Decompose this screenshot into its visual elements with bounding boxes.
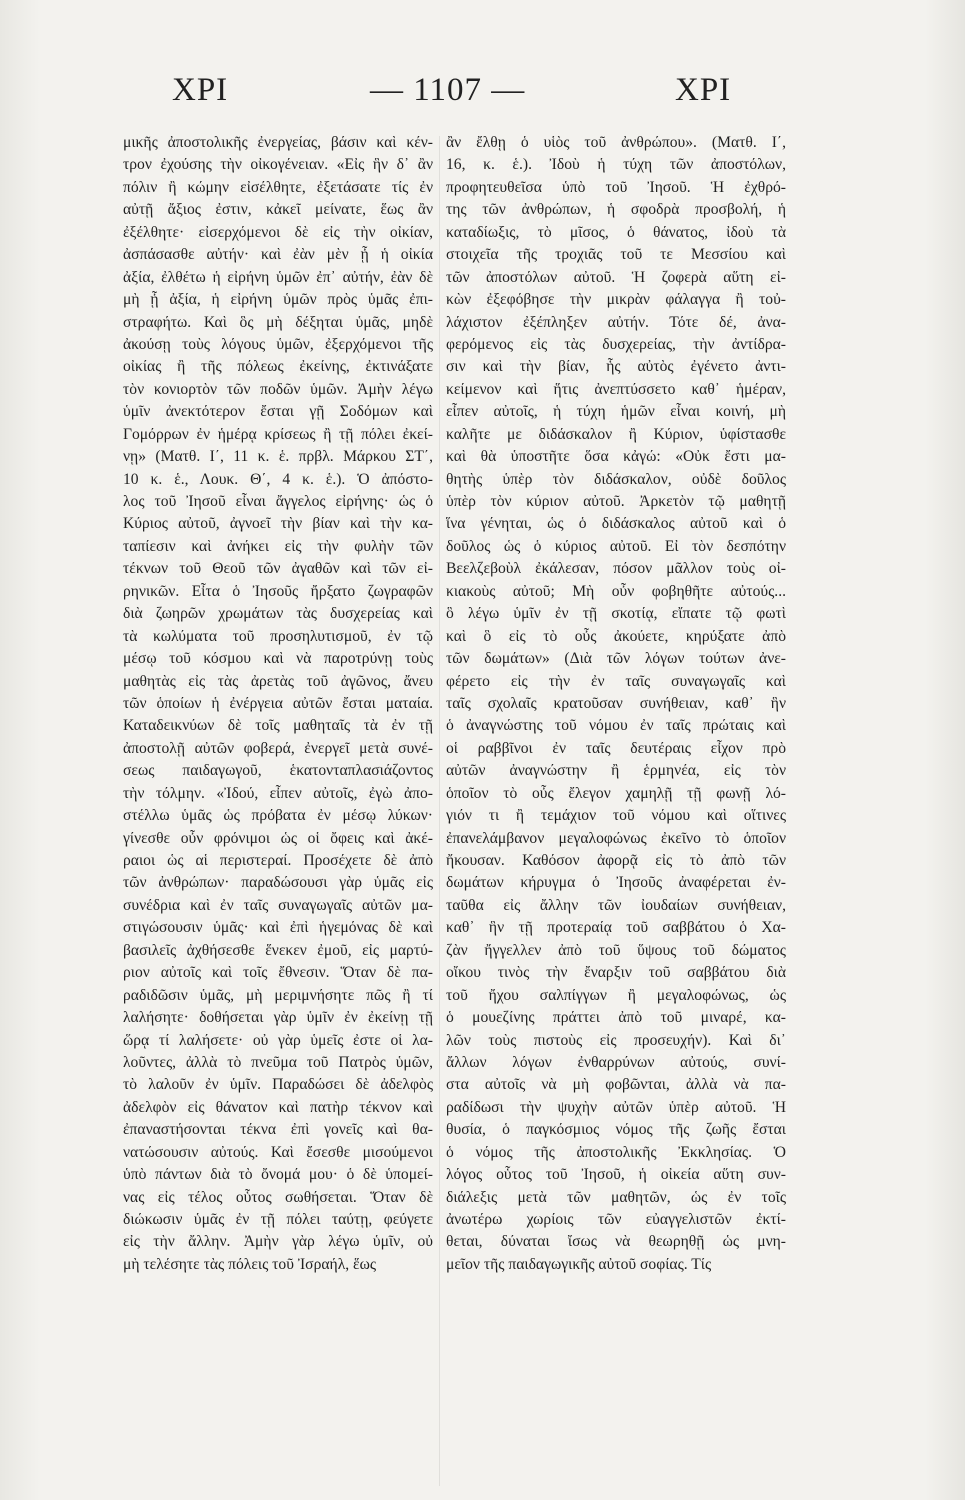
text-line: τῶν ἀνθρώπων· παραδώσουσι γὰρ ὑμᾶς εἰς [123,874,433,892]
text-line: μέσῳ τοῦ κόσμου καὶ νὰ παροτρύνῃ τοὺς [123,650,433,668]
text-line: ὁ ἀναγνώστης τοῦ νόμου ἐν ταῖς πρώταις καὶ [446,717,786,735]
text-line: τὸν κονιορτὸν τῶν ποδῶν ὑμῶν. Ἀμὴν λέγω [123,380,433,398]
text-line: ταῖς σχολαῖς κρατοῦσαν συνήθειαν, καθ᾽ ἣν [446,694,786,712]
text-line: γίνεσθε οὖν φρόνιμοι ὡς οἱ ὄφεις καὶ ἀκέ- [123,829,433,847]
text-line: καλῆτε με διδάσκαλον ἢ Κύριον, ὑφίστασθε [446,425,786,443]
text-line: φέρετο εἰς τὴν ἐν ταῖς συναγωγαῖς καὶ [446,672,786,690]
text-line: λῶν τοὺς πιστοὺς εἰς προσευχήν). Καὶ δι᾽ [446,1031,786,1049]
header-right-guideword: ΧΡΙ [675,72,732,108]
text-line: ταῦθα εἰς ἄλλην τῶν ἰουδαίων συνήθειαν, [446,896,786,914]
left-text-column [123,132,433,1487]
text-line: στιγώσουσιν ὑμᾶς· καὶ ἐπὶ ἡγεμόνας δὲ καὶ [123,919,433,937]
text-line: λος τοῦ Ἰησοῦ εἶναι ἄγγελος εἰρήνης· ὡς ὁ [123,493,433,510]
page-number: — 1107 — [370,72,526,108]
text-line: σεως παιδαγωγοῦ, ἑκατονταπλασιάζοντος [123,762,433,780]
text-line: 16, κ. ἑ.). Ἰδοὺ ἡ τύχη τῶν ἀποστόλων, [446,156,786,174]
text-line: τῶν ἀποστόλων αὐτοῦ. Ἡ ζοφερὰ αὕτη εἰ- [446,268,786,286]
text-line: διὰ ζωηρῶν χρωμάτων τὰς δυσχερείας καὶ [123,605,433,623]
text-line: θυσία, ὁ παγκόσμιος νόμος τῆς ζωῆς ἔσται [446,1121,786,1139]
text-line: ἀσπάσασθε αὐτήν· καὶ ἐὰν μὲν ᾖ ἡ οἰκία [123,246,433,264]
text-line: νατώσουσιν αὐτούς. Καὶ ἔσεσθε μισούμενοι [123,1143,433,1161]
text-line: ἐξέλθητε· εἰσερχόμενοι δὲ εἰς τὴν οἰκίαν, [123,223,433,241]
text-line: ἤκουσαν. Καθόσον ἀφορᾷ εἰς τὸ ἀπὸ τῶν [446,852,786,869]
text-line: εἰς τὴν ἄλλην. Ἀμὴν γὰρ λέγω ὑμῖν, οὐ [123,1233,433,1251]
text-line: δοῦλος ὡς ὁ κύριος αὐτοῦ. Εἰ τὸν δεσπότην [446,537,786,555]
text-line: ρηνικῶν. Εἶτα ὁ Ἰησοῦς ἤρξατο ζωγραφῶν [123,582,433,600]
text-line: ἀνωτέρω χωρίοις τῶν εὐαγγελιστῶν ἐκτί- [446,1211,786,1228]
text-line: δωμάτων κήρυγμα ὁ Ἰησοῦς ἀναφέρεται ἐν- [446,874,786,892]
text-line: αὐτῇ ἄξιος ἐστιν, κἀκεῖ μείνατε, ἕως ἂν [123,201,433,219]
text-line: ἀδελφὸν εἰς θάνατον καὶ πατὴρ τέκνον καὶ [123,1098,433,1116]
text-line: θεται, δύναται ἴσως νὰ θεωρηθῇ ὡς μνη- [446,1233,786,1251]
text-line: ραδίδωσι τὴν ψυχὴν αὐτῶν ὑπὲρ αὐτοῦ. Ἡ [446,1098,786,1116]
text-line: καταδίωξις, τὸ μῖσος, ὁ θάνατος, ἰδοὺ τὰ [446,223,786,241]
text-line: Κύριος αὐτοῦ, ἀγνοεῖ τὴν βίαν καὶ τὴν κα- [123,515,433,533]
text-line: λοῦντες, ἀλλὰ τὸ πνεῦμα τοῦ Πατρὸς ὑμῶν, [123,1053,433,1071]
text-line: ἐπανελάμβανον μεγαλοφώνως ἐκεῖνο τὸ ὁποῖον [446,829,786,847]
text-line: φερόμενος εἰς τὰς δυσχερείας, τὴν ἀντίδρα- [446,335,786,353]
text-line: ζὰν ἤγγελλεν ἀπὸ τοῦ ὕψους τοῦ δώματος [446,941,786,959]
text-line: τὸ λαλοῦν ἐν ὑμῖν. Παραδώσει δὲ ἀδελφὸς [123,1076,433,1094]
text-line: καθ᾽ ἣν τῇ προτεραίᾳ τοῦ σαββάτου ὁ Χα- [446,919,786,937]
text-line: Γομόρρων ἐν ἡμέρᾳ κρίσεως ἢ τῇ πόλει ἐκεί- [123,425,433,443]
text-line: οἱ ραββῖνοι ἐν ταῖς δευτέραις εἶχον πρὸ [446,739,786,757]
text-line: συνέδρια καὶ ἐν ταῖς συναγωγαῖς αὐτῶν μα- [123,896,433,914]
text-line: μεῖον τῆς παιδαγωγικῆς αὐτοῦ σοφίας. Τίς [446,1255,712,1273]
right-text-column [446,132,786,1487]
text-line: οἰκίας ἢ τῆς πόλεως ἐκείνης, ἐκτινάξατε [123,358,433,376]
text-line: μαθητὰς εἰς τὰς ἀρετὰς τοῦ ἀγῶνος, ἄνευ [123,672,433,690]
text-line: ἄλλων λόγων ἐνθαρρύνων αὐτούς, συνί- [446,1053,786,1071]
column-gutter [439,136,440,1486]
text-line: ὃ λέγω ὑμῖν ἐν τῇ σκοτίᾳ, εἴπατε τῷ φωτὶ [446,605,786,623]
text-line: στα αὐτοῖς νὰ μὴ φοβῶνται, ἀλλὰ νὰ πα- [446,1076,786,1094]
text-line: μὴ ᾖ ἀξία, ἡ εἰρήνη ὑμῶν πρὸς ὑμᾶς ἐπι- [123,291,433,309]
text-line: διάλεξις μετὰ τῶν μαθητῶν, ὡς ἐν τοῖς [446,1188,786,1206]
text-line: νῃ» (Ματθ. Ι΄, 11 κ. ἑ. πρβλ. Μάρκου ΣΤ΄, [123,448,433,466]
text-line: καὶ θὰ ὑποστῆτε ὅσα κἀγώ: «Οὐκ ἔστι μα- [446,448,786,466]
text-line: Καταδεικνύων δὲ τοῖς μαθηταῖς τὰ ἐν τῇ [123,717,433,735]
text-line: τὴν τόλμην. «Ἰδού, εἶπεν αὐτοῖς, ἐγὼ ἀπο- [123,784,433,802]
text-line: νας εἰς τέλος οὗτος σωθήσεται. Ὅταν δὲ [123,1188,433,1206]
text-line: στέλλω ὑμᾶς ὡς πρόβατα ἐν μέσῳ λύκων· [123,807,433,825]
text-line: 10 κ. ἑ., Λουκ. Θ΄, 4 κ. ἑ.). Ὁ ἀπόστο- [123,470,433,488]
text-line: της τῶν ἀνθρώπων, ἡ σφοδρὰ προσβολή, ἡ [446,201,786,219]
text-line: ὥρᾳ τί λαλήσετε· οὐ γὰρ ὑμεῖς ἐστε οἱ λα- [123,1031,433,1049]
text-line: ἀξία, ἐλθέτω ἡ εἰρήνη ὑμῶν ἐπ᾽ αὐτήν, ἐὰν δὲ [123,268,433,286]
text-line: ἀκούσῃ τοὺς λόγους ὑμῶν, ἐξερχόμενοι τῆς [123,335,433,353]
text-line: ἵνα γένηται, ὡς ὁ διδάσκαλος αὐτοῦ καὶ ὁ [446,515,786,533]
text-line: λάχιστον ἐξέπληξεν αὐτήν. Τότε δέ, ἀνα- [446,313,786,331]
text-line: τοῦ ἤχου σαλπίγγων ἢ μεγαλοφώνως, ὡς [446,986,786,1004]
running-header [0,72,965,118]
text-line: σιν καὶ τὴν βίαν, ἧς αὐτὸς ἐγένετο ἀντι- [446,358,786,376]
text-line: βασιλεῖς ἀχθήσεσθε ἕνεκεν ἐμοῦ, εἰς μαρτύ- [123,941,433,959]
text-line: μικῆς ἀποστολικῆς ἐνεργείας, βάσιν καὶ κέν- [123,134,433,151]
text-line: γιόν τι ἢ τεμάχιον τοῦ νόμου καὶ οἵτινες [446,807,786,825]
text-line: κὼν ἐξεφόβησε τὴν μικρὰν φάλαγγα ἢ τοὐ- [446,291,786,309]
text-line: ἂν ἔλθῃ ὁ υἱὸς τοῦ ἀνθρώπου». (Ματθ. Ι΄, [446,134,786,151]
text-line: ταπίεσιν καὶ ἀνήκει εἰς τὴν φυλὴν τῶν [123,537,433,555]
text-line: τῶν ὁποίων ἡ ἐνέργεια αὐτῶν ἔσται ματαία. [123,694,433,712]
text-line: κείμενον καὶ ἥτις ἀνεπτύσσετο καθ᾽ ἡμέραν, [446,380,786,398]
header-left-guideword: ΧΡΙ [172,72,229,108]
text-line: θητὴς ὑπὲρ τὸν διδάσκαλον, οὐδὲ δοῦλος [446,470,786,488]
text-line: Βεελζεβοὺλ ἐκάλεσαν, πόσον μᾶλλον τοὺς οἰ- [446,560,786,578]
text-line: διώκωσιν ὑμᾶς ἐν τῇ πόλει ταύτῃ, φεύγετε [123,1211,433,1228]
text-line: τὰ κωλύματα τοῦ προσηλυτισμοῦ, ἐν τῷ [123,627,433,645]
text-line: πόλιν ἢ κώμην εἰσέλθητε, ἐξετάσατε τίς ἐν [123,178,433,196]
text-line: ὑπὲρ τὸν κύριον αὐτοῦ. Ἀρκετὸν τῷ μαθητῇ [446,493,786,510]
text-line: ὁ μουεζίνης πράττει ἀπὸ τοῦ μιναρέ, κα- [446,1009,786,1027]
text-line: ὑμῖν ἀνεκτότερον ἔσται γῇ Σοδόμων καὶ [123,403,433,421]
text-line: λόγος οὗτος τοῦ Ἰησοῦ, ἡ οἰκεία αὕτη συν- [446,1166,786,1184]
text-line: αὐτῶν ἀναγνώστην ἢ ἑρμηνέα, εἰς τὸν [446,762,786,780]
text-line: εἶπεν αὐτοῖς, ἡ τύχη ἡμῶν εἶναι κοινή, μὴ [446,403,786,421]
text-line: τῶν δωμάτων» (Διὰ τῶν λόγων τούτων ἀνε- [446,650,786,668]
text-line: ἀποστολῇ αὐτῶν φοβερά, ἐνεργεῖ μετὰ συνέ- [123,739,433,757]
text-line: καὶ ὃ εἰς τὸ οὖς ἀκούετε, κηρύξατε ἀπὸ [446,627,786,645]
text-line: ραδιδῶσιν ὑμᾶς, μὴ μεριμνήσητε πῶς ἢ τί [123,986,433,1004]
text-line: ὁποῖον τὸ οὖς ἔλεγον χαμηλῇ τῇ φωνῇ λό- [446,784,786,802]
text-line: στοιχεῖα τῆς τροχιᾶς τοῦ τε Μεσσίου καὶ [446,246,786,264]
text-line: στραφήτω. Καὶ ὃς μὴ δέξηται ὑμᾶς, μηδὲ [123,313,433,331]
text-line: τρον ἐχούσης τὴν οἰκογένειαν. «Εἰς ἣν δ᾽ ἂν [123,156,433,174]
text-line: ριον αὐτοῖς καὶ τοῖς ἔθνεσιν. Ὅταν δὲ πα- [123,964,433,982]
text-line: τέκνων τοῦ Θεοῦ τῶν ἀγαθῶν καὶ τῶν εἰ- [123,560,433,578]
text-line: ὑπὸ πάντων διὰ τὸ ὄνομά μου· ὁ δὲ ὑπομεί- [123,1166,433,1184]
text-line: λαλήσητε· δοθήσεται γὰρ ὑμῖν ἐν ἐκείνῃ τῇ [123,1009,433,1027]
text-line: προφητευθεῖσα ὑπὸ τοῦ Ἰησοῦ. Ἡ ἐχθρό- [446,178,786,196]
text-line: κιακοὺς αὐτοῦ; Μὴ οὖν φοβηθῆτε αὐτούς... [446,582,786,600]
text-line: μὴ τελέσητε τὰς πόλεις τοῦ Ἰσραήλ, ἕως [123,1255,377,1273]
text-line: ραιοι ὡς αἱ περιστεραί. Προσέχετε δὲ ἀπὸ [123,852,433,869]
text-line: οἴκου τινὸς τὴν ἔναρξιν τοῦ σαββάτου διὰ [446,964,786,982]
text-line: ἐπαναστήσονται τέκνα ἐπὶ γονεῖς καὶ θα- [123,1121,433,1139]
text-line: ὁ νόμος τῆς ἀποστολικῆς Ἐκκλησίας. Ὁ [446,1143,786,1161]
